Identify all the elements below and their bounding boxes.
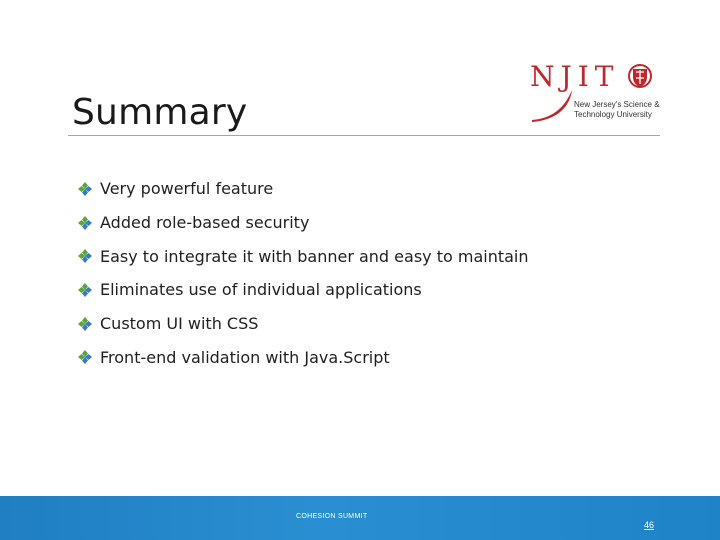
list-item [78,340,529,374]
slide-title: Summary [72,92,248,133]
logo-wordmark: NJIT [530,60,620,93]
bullet-text: Custom UI with CSS [100,314,259,334]
title-divider [68,135,660,136]
bullet-text: Eliminates use of individual applications [100,280,422,300]
logo-tagline-1: New Jersey's Science & [574,100,660,109]
diamond-bullet-icon [78,283,92,297]
page-number[interactable]: 46 [644,520,655,530]
diamond-bullet-icon [78,249,92,263]
diamond-bullet-icon [78,182,92,196]
diamond-bullet-icon [78,216,92,230]
bullet-text: Added role-based security [100,213,310,233]
diamond-bullet-icon [78,350,92,364]
list-item [78,172,529,206]
list-item [78,239,529,273]
list-item [78,273,529,307]
logo-swoosh [532,90,572,122]
crest-icon [629,65,651,87]
bullet-list [78,172,529,374]
bullet-text: Easy to integrate it with banner and easy to maintain [100,246,529,266]
bullet-text: Front-end validation with Java.Script [100,347,390,367]
footer-label: COHESION SUMMIT [296,513,368,520]
bullet-text: Very powerful feature [100,179,274,199]
logo-tagline-2: Technology University [574,110,652,119]
njit-logo [526,60,660,130]
list-item [78,307,529,341]
list-item [78,206,529,240]
diamond-bullet-icon [78,317,92,331]
